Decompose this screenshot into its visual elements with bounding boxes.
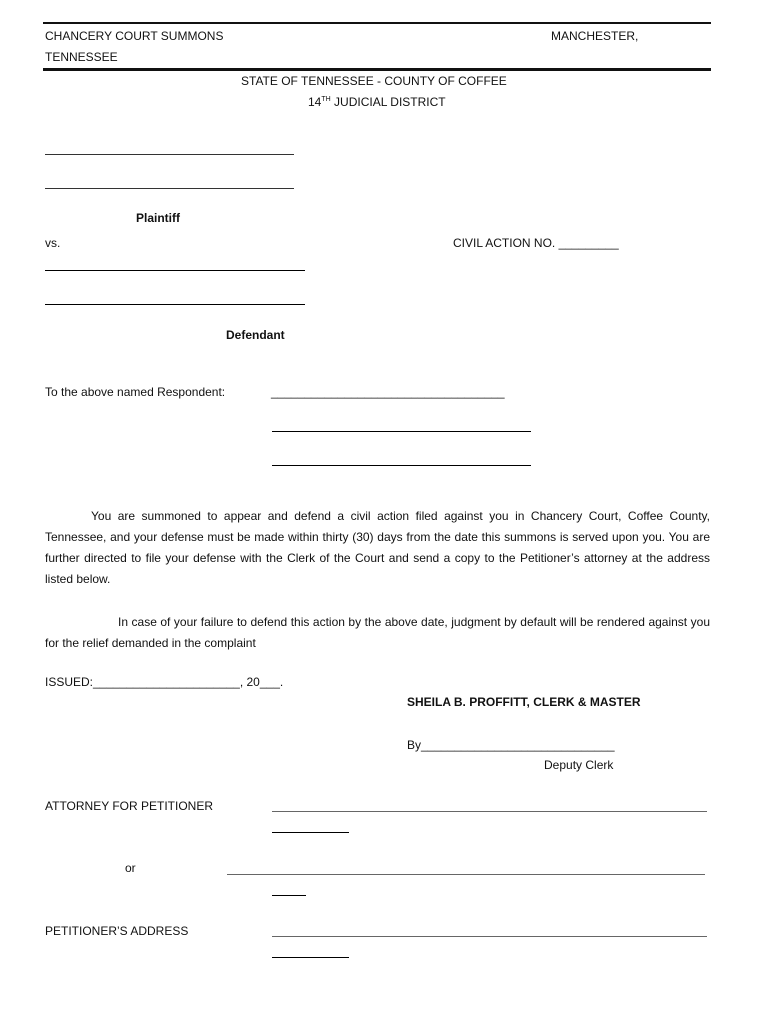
defendant-line-2[interactable] — [45, 304, 305, 305]
default-paragraph — [45, 612, 710, 654]
respondent-line-2[interactable] — [272, 431, 531, 432]
respondent-label: To the above named Respondent: — [45, 385, 226, 399]
header-left-title: CHANCERY COURT SUMMONS — [45, 29, 224, 43]
petitioner-address-label: PETITIONER’S ADDRESS — [45, 924, 189, 938]
or-label: or — [125, 861, 136, 875]
district-number: 14 — [308, 95, 322, 109]
clerk-name-title: SHEILA B. PROFFITT, CLERK & MASTER — [407, 695, 641, 709]
default-paragraph-text: In case of your failure to defend this action by the above date, judgment by default will be rendered against you for the relief demanded in the complaint — [45, 615, 710, 650]
defendant-label: Defendant — [226, 328, 285, 342]
district-text: JUDICIAL DISTRICT — [334, 95, 446, 109]
plaintiff-label: Plaintiff — [136, 211, 180, 225]
judicial-district-heading — [308, 95, 446, 109]
vs-label: vs. — [45, 236, 61, 250]
or-line-2[interactable] — [272, 895, 306, 896]
civil-action-label: CIVIL ACTION NO. _________ — [453, 236, 619, 250]
deputy-clerk-label: Deputy Clerk — [544, 758, 614, 772]
attorney-label: ATTORNEY FOR PETITIONER — [45, 799, 214, 813]
plaintiff-line-1[interactable] — [45, 154, 294, 155]
summons-paragraph — [45, 506, 710, 590]
plaintiff-line-2[interactable] — [45, 188, 294, 189]
top-rule — [43, 22, 711, 24]
respondent-line-3[interactable] — [272, 465, 531, 466]
address-line-1[interactable] — [272, 936, 707, 937]
attorney-line-1[interactable] — [272, 811, 707, 812]
summons-paragraph-text: You are summoned to appear and defend a civil action filed against you in Chancery Court, Coffee County, Tennessee, and your defense must be made within thirty (30) days from the date this summons is served upon you. You are further directed to file your defense with the Clerk of the Court and send a copy to the Petitioner’s attorney at the address listed below. — [45, 509, 710, 586]
respondent-line-1[interactable]: ___________________________________ — [271, 385, 505, 399]
issued-line[interactable]: ISSUED:______________________, 20___. — [45, 675, 284, 689]
state-county-heading: STATE OF TENNESSEE - COUNTY OF COFFEE — [241, 74, 507, 88]
attorney-line-2[interactable] — [272, 832, 349, 833]
district-suffix: TH — [321, 96, 331, 103]
defendant-line-1[interactable] — [45, 270, 305, 271]
header-bottom-rule — [43, 68, 711, 71]
header-right-title: MANCHESTER, — [551, 29, 639, 43]
header-second-line: TENNESSEE — [45, 50, 118, 64]
clerk-by-line[interactable]: By_____________________________ — [407, 738, 615, 752]
address-line-2[interactable] — [272, 957, 349, 958]
or-line-1[interactable] — [227, 874, 705, 875]
